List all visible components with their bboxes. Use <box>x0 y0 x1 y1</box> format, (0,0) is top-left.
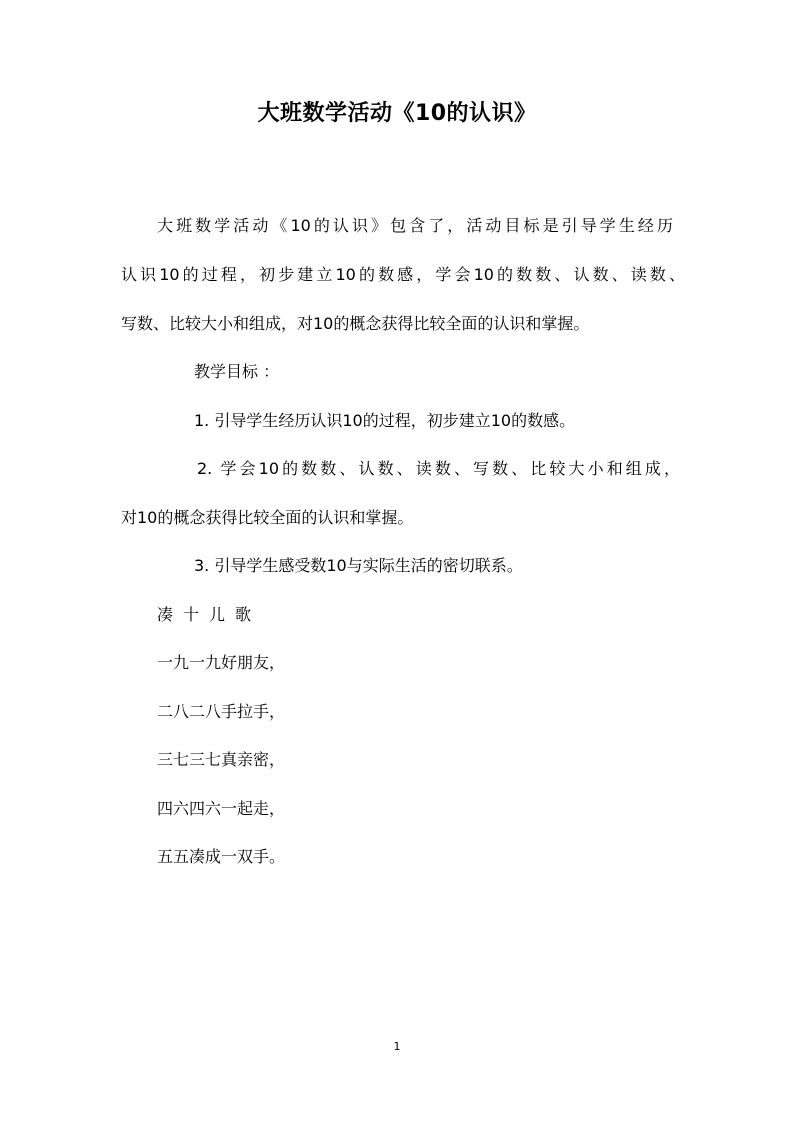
objective-item-1: 1. 引导学生经历认识10的过程，初步建立10的数感。 <box>194 411 576 430</box>
poem-line-3: 三七三七真亲密， <box>157 750 286 769</box>
poem-line-5: 五五凑成一双手。 <box>157 847 286 866</box>
intro-line-3: 写数、比较大小和组成，对10的概念获得比较全面的认识和掌握。 <box>121 314 590 333</box>
intro-line-1: 大班数学活动《10的认识》包含了，活动目标是引导学生经历 <box>157 216 673 235</box>
poem-line-2: 二八二八手拉手， <box>157 702 286 721</box>
objectives-heading: 教学目标 ： <box>194 362 280 381</box>
poem-line-1: 一九一九好朋友， <box>157 653 286 672</box>
objective-item-2-line-2: 对10的概念获得比较全面的认识和掌握。 <box>121 508 414 527</box>
objective-item-3: 3. 引导学生感受数10与实际生活的密切联系。 <box>194 556 523 575</box>
poem-title: 凑十儿歌 <box>157 605 262 624</box>
page-title: 大班数学活动《10的认识》 <box>257 101 537 126</box>
objective-item-2-line-1: 2. 学会10的数数、认数、读数、写数、比较大小和组成， <box>197 459 680 478</box>
intro-line-2: 认识10的过程，初步建立10的数感，学会10的数数、认数、读数、 <box>121 265 685 284</box>
page-number: 1 <box>393 1040 401 1053</box>
poem-line-4: 四六四六一起走， <box>157 799 286 818</box>
